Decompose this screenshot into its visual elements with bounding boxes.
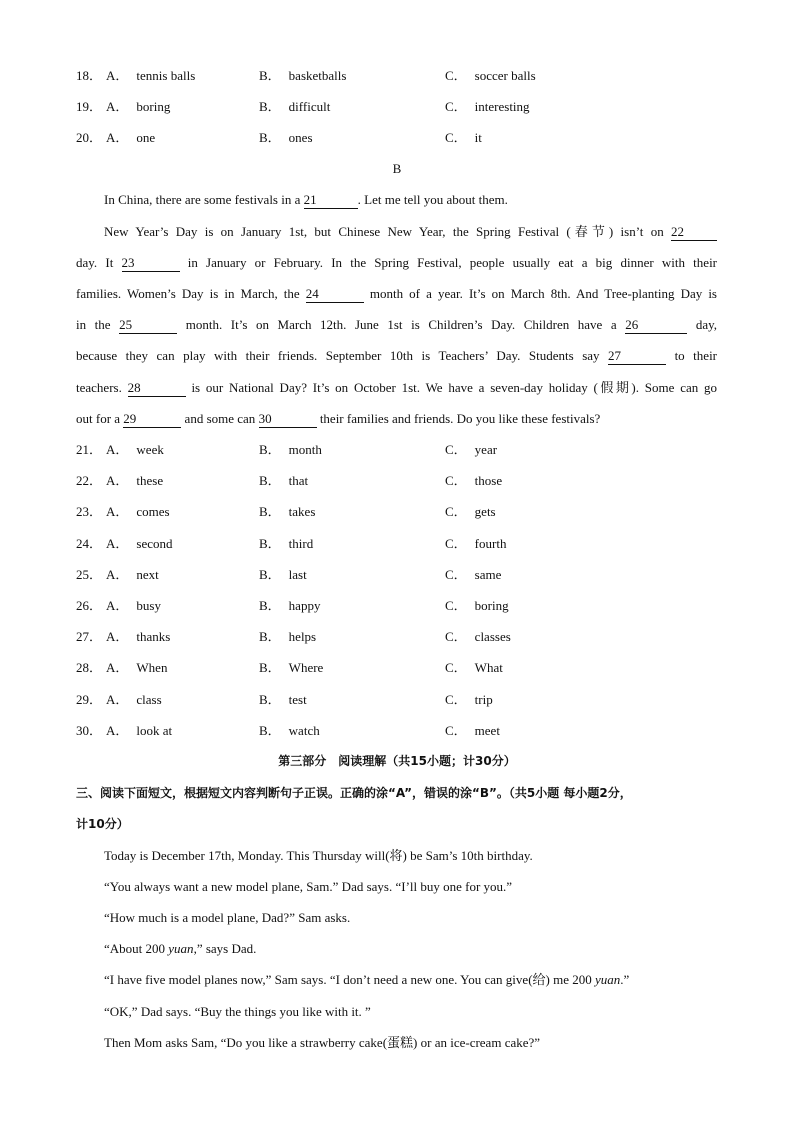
passage-line-3: day. It 23 in January or February. In the Spring Festival, people usually eat a big dinner with their — [76, 255, 718, 270]
instruction-line-1: 三、阅读下面短文，根据短文内容判断句子正误。正确的涂“A”，错误的涂“B”。（共5小题 每小题2分， — [76, 786, 632, 800]
story-line-7: Then Mom asks Sam, “Do you like a strawberry cake(蛋糕) or an ice-cream cake?” — [104, 1035, 541, 1050]
option-b: B． that — [259, 473, 309, 488]
story-line-2: “You always want a new model plane, Sam.” Dad says. “I’ll buy one for you.” — [104, 879, 513, 894]
passage-line-2: New Year’s Day is on January 1st, but Chinese New Year, the Spring Festival (春节) isn’t on 22 — [104, 222, 717, 242]
option-b: B． last — [259, 567, 307, 582]
option-a: 19． A． boring — [76, 99, 171, 114]
option-c: C． soccer balls — [445, 68, 536, 83]
option-c: C． boring — [445, 598, 509, 613]
option-c: C． meet — [445, 723, 500, 738]
story-line-1: Today is December 17th, Monday. This Thursday will(将) be Sam’s 10th birthday. — [104, 848, 533, 863]
option-b: B． test — [259, 692, 307, 707]
option-b: B． takes — [259, 504, 316, 519]
blank-24: 24 — [306, 286, 364, 303]
option-b: B． happy — [259, 598, 321, 613]
passage-line-6: because they can play with their friends. September 10th is Teachers’ Day. Students say 27 to their — [76, 348, 718, 363]
option-a: 29． A． class — [76, 692, 162, 707]
option-c: C． those — [445, 473, 503, 488]
question-27-options — [76, 627, 726, 647]
question-21-options — [76, 440, 726, 460]
question-28-options — [76, 658, 726, 678]
option-c: C． it — [445, 130, 482, 145]
option-a: 25． A． next — [76, 567, 159, 582]
option-a: 18． A． tennis balls — [76, 68, 196, 83]
question-26-options — [76, 596, 726, 616]
option-c: C． trip — [445, 692, 493, 707]
section-b-title: B — [392, 161, 402, 176]
option-b: B． Where — [259, 660, 324, 675]
question-25-options — [76, 565, 726, 585]
question-18-options — [76, 66, 726, 86]
part-3-title: 第三部分 阅读理解（共15小题；计30分） — [278, 754, 516, 768]
option-a: 22． A． these — [76, 473, 164, 488]
blank-27: 27 — [608, 348, 666, 365]
option-a: 28． A． When — [76, 660, 168, 675]
question-30-options — [76, 721, 726, 741]
question-20-options — [76, 128, 726, 148]
blank-30: 30 — [259, 411, 317, 428]
question-24-options — [76, 534, 726, 554]
question-29-options — [76, 690, 726, 710]
option-c: C． year — [445, 442, 498, 457]
option-a: 26． A． busy — [76, 598, 161, 613]
blank-23: 23 — [122, 255, 180, 272]
option-b: B． basketballs — [259, 68, 347, 83]
blank-21: 21 — [304, 192, 358, 209]
blank-28: 28 — [128, 380, 186, 397]
option-c: C． What — [445, 660, 503, 675]
option-b: B． third — [259, 536, 314, 551]
option-c: C． same — [445, 567, 502, 582]
option-b: B． watch — [259, 723, 320, 738]
option-b: B． ones — [259, 130, 313, 145]
option-a: 27． A． thanks — [76, 629, 171, 644]
story-line-6: “OK,” Dad says. “Buy the things you like with it. ” — [104, 1004, 371, 1019]
option-c: C． interesting — [445, 99, 530, 114]
option-a: 24． A． second — [76, 536, 173, 551]
blank-22: 22 — [671, 224, 717, 241]
option-c: C． fourth — [445, 536, 507, 551]
story-line-5: “I have five model planes now,” Sam says. “I don’t need a new one. You can give(给) me 200 yuan.” — [104, 972, 630, 987]
story-line-3: “How much is a model plane, Dad?” Sam asks. — [104, 910, 351, 925]
passage-line-7: teachers. 28 is our National Day? It’s on October 1st. We have a seven-day holiday (假期). Some can go — [76, 380, 718, 395]
option-a: 23． A． comes — [76, 504, 170, 519]
question-22-options — [76, 471, 726, 491]
blank-29: 29 — [123, 411, 181, 428]
option-b: B． month — [259, 442, 322, 457]
option-c: C． gets — [445, 504, 496, 519]
question-19-options — [76, 97, 726, 117]
question-23-options — [76, 502, 726, 522]
story-line-4: “About 200 yuan,” says Dad. — [104, 941, 257, 956]
option-b: B． helps — [259, 629, 317, 644]
passage-line-4: families. Women’s Day is in March, the 24 month of a year. It’s on March 8th. And Tree-planting Day is — [76, 286, 717, 301]
instruction-line-2: 计10分） — [76, 817, 129, 831]
passage-line-1: In China, there are some festivals in a 21 . Let me tell you about them. — [104, 192, 508, 207]
blank-26: 26 — [625, 317, 687, 334]
option-b: B． difficult — [259, 99, 331, 114]
option-a: 20． A． one — [76, 130, 156, 145]
option-a: 30． A． look at — [76, 723, 173, 738]
option-a: 21． A． week — [76, 442, 164, 457]
passage-line-5: in the 25 month. It’s on March 12th. June 1st is Children’s Day. Children have a 26 day, — [76, 317, 718, 332]
passage-line-8: out for a 29 and some can 30 their families and friends. Do you like these festivals? — [76, 411, 601, 426]
blank-25: 25 — [119, 317, 177, 334]
option-c: C． classes — [445, 629, 511, 644]
